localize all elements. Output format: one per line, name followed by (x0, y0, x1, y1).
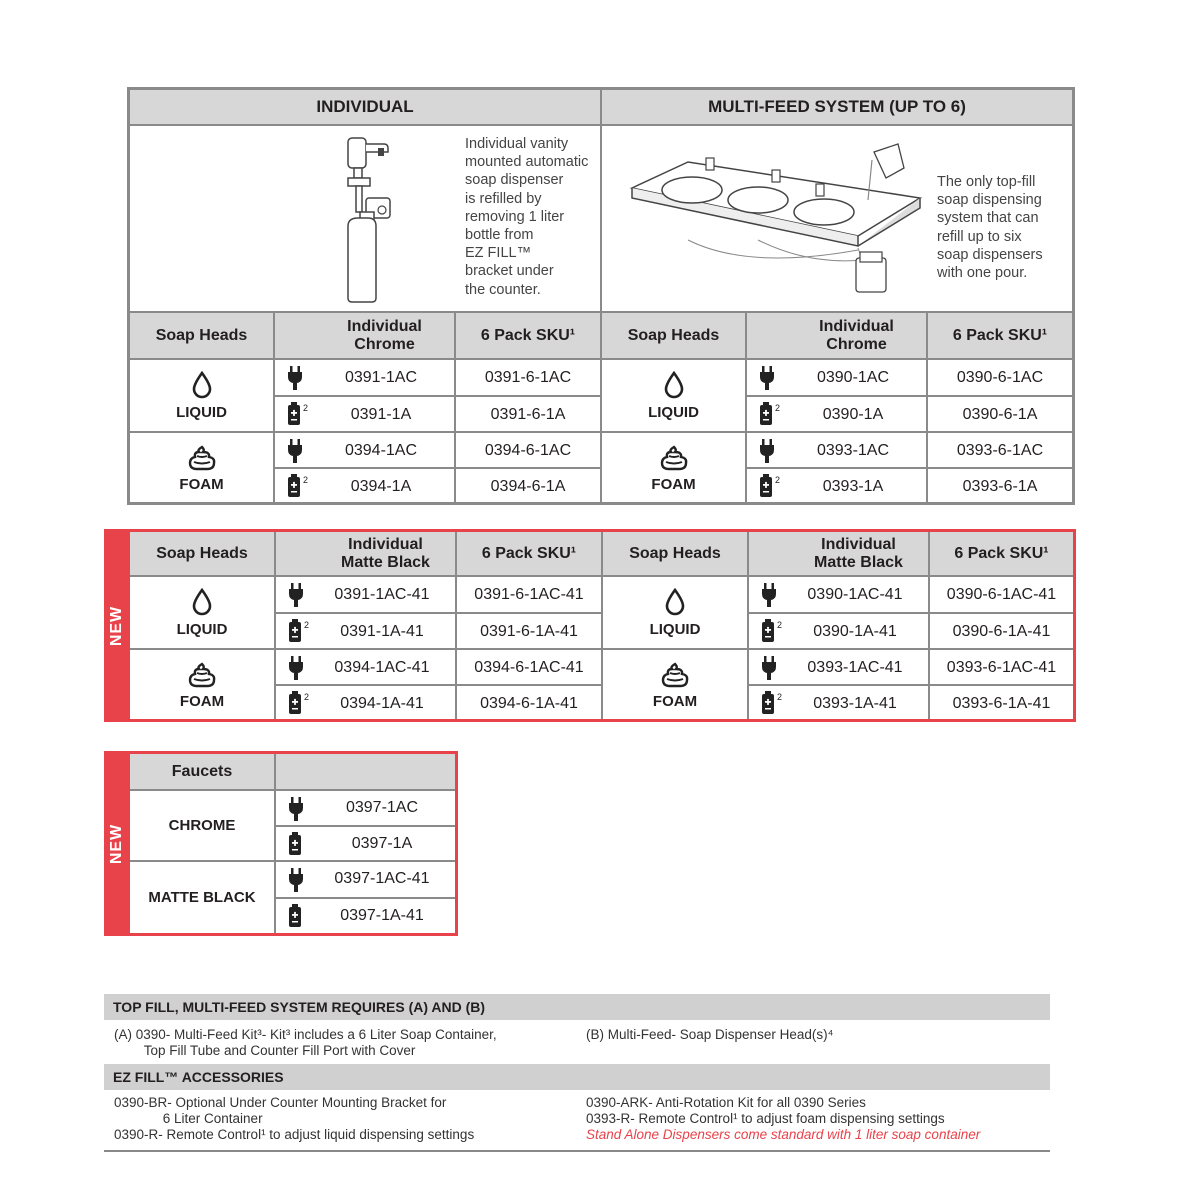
plug-icon (761, 582, 777, 613)
six-pack-sku: 0394-6-1A-41 (480, 694, 578, 712)
faucet-chrome-label: CHROME (168, 817, 236, 834)
liquid-drop-icon (664, 588, 686, 621)
matte-col-soap-heads-right: Soap Heads (603, 532, 747, 575)
individual-sku: 0390-1AC-41 (807, 585, 903, 603)
foam-icon (660, 662, 690, 693)
description-line: system that can (937, 210, 1039, 227)
description-line: EZ FILL™ (465, 245, 532, 262)
battery-icon (759, 402, 773, 431)
plug-icon (287, 438, 303, 469)
six-pack-sku: 0394-6-1A (490, 477, 566, 495)
col-soap-heads-left: Soap Heads (130, 313, 273, 358)
description-line: soap dispenser (465, 172, 564, 189)
battery-footnote: 2 (304, 620, 310, 630)
description-line: mounted automatic (465, 154, 589, 171)
foam-soap-head (603, 650, 747, 721)
six-pack-sku: 0393-6-1A (962, 477, 1038, 495)
description-line: is refilled by (465, 190, 542, 207)
battery-footnote: 2 (777, 692, 783, 702)
battery-footnote: 2 (777, 620, 783, 630)
plug-icon (288, 582, 304, 613)
col-six-pack-right: 6 Pack SKU¹ (928, 313, 1072, 358)
battery-icon (287, 474, 301, 503)
individual-sku: 0391-1AC-41 (334, 585, 430, 603)
foam-icon (187, 445, 217, 476)
individual-description (465, 135, 588, 299)
description-line: removing 1 liter (465, 208, 565, 225)
individual-title: INDIVIDUAL (130, 90, 600, 124)
col-individual-chrome-left: Individual Chrome (275, 313, 454, 358)
six-pack-sku: 0393-6-1AC-41 (946, 658, 1057, 676)
individual-sku: 0390-1AC (816, 368, 890, 386)
six-pack-sku: 0390-6-1AC-41 (946, 585, 1057, 603)
faucet-sku: 0397-1AC (345, 799, 419, 816)
foam-icon (187, 662, 217, 693)
liquid-soap-head (602, 360, 745, 431)
description-line: refill up to six (937, 228, 1022, 245)
new-badge-matte: NEW (104, 529, 130, 722)
matte-col-soap-heads-left: Soap Heads (130, 532, 274, 575)
topfill-b-text: (B) Multi-Feed- Soap Dispenser Head(s)⁴ (586, 1027, 834, 1042)
individual-sku: 0391-1A-41 (340, 622, 424, 640)
liquid-soap-head (130, 577, 274, 648)
liquid-label: LIQUID (648, 403, 699, 421)
foam-soap-head (130, 433, 273, 504)
battery-icon (288, 904, 302, 933)
col-six-pack-left: 6 Pack SKU¹ (456, 313, 600, 358)
individual-sku: 0393-1A (822, 477, 884, 495)
liquid-label: LIQUID (176, 403, 227, 421)
liquid-label: LIQUID (649, 620, 701, 638)
battery-icon (288, 619, 302, 648)
individual-dispenser-illustration (330, 130, 410, 306)
description-line: The only top-fill (937, 174, 1036, 190)
battery-icon (759, 474, 773, 503)
battery-icon (761, 619, 775, 648)
ezfill-header: EZ FILL™ ACCESSORIES (104, 1064, 1050, 1090)
plug-icon (288, 796, 304, 827)
six-pack-sku: 0394-6-1AC-41 (474, 658, 584, 676)
plug-icon (761, 655, 777, 686)
battery-footnote: 2 (303, 403, 309, 413)
six-pack-sku: 0390-6-1A (962, 405, 1038, 423)
individual-sku: 0391-1AC (344, 368, 418, 386)
description-line: Individual vanity (465, 136, 569, 152)
description-line: with one pour. (937, 265, 1028, 282)
footer-rule (104, 1150, 1050, 1152)
individual-sku: 0391-1A (350, 405, 412, 423)
liquid-drop-icon (191, 371, 213, 404)
six-pack-sku: 0390-6-1AC (956, 368, 1044, 386)
individual-sku: 0390-1A-41 (813, 622, 897, 640)
six-pack-sku: 0391-6-1A-41 (480, 622, 578, 640)
individual-sku: 0394-1A-41 (340, 694, 424, 712)
foam-label: FOAM (651, 475, 696, 493)
liquid-drop-icon (663, 371, 685, 404)
individual-sku: 0393-1AC (816, 441, 890, 459)
individual-sku: 0394-1AC-41 (334, 658, 430, 676)
individual-sku: 0394-1AC (344, 441, 418, 459)
ezfill-left-text: 0390-BR- Optional Under Counter Mounting Bracket for 6 Liter Container 0390-R- Remote Control¹ to adjust liquid dispensing settings (114, 1095, 475, 1142)
matte-col-six-pack-right: 6 Pack SKU¹ (930, 532, 1073, 575)
plug-icon (287, 365, 303, 396)
battery-footnote: 2 (304, 692, 310, 702)
matte-col-individual-left: Individual Matte Black (276, 532, 455, 575)
matte-col-individual-right: Individual Matte Black (749, 532, 928, 575)
battery-icon (288, 832, 302, 861)
multifeed-description (937, 173, 1043, 282)
plug-icon (759, 365, 775, 396)
battery-icon (288, 691, 302, 720)
topfill-header: TOP FILL, MULTI-FEED SYSTEM REQUIRES (A) AND (B) (104, 994, 1050, 1020)
battery-footnote: 2 (775, 475, 781, 485)
plug-icon (288, 867, 304, 898)
foam-label: FOAM (179, 475, 224, 493)
liquid-soap-head (603, 577, 747, 648)
individual-sku: 0390-1A (822, 405, 884, 423)
description-line: bottle from (465, 227, 534, 244)
faucet-sku: 0397-1A (351, 835, 413, 852)
foam-label: FOAM (652, 692, 698, 710)
foam-icon (659, 445, 689, 476)
six-pack-sku: 0391-6-1AC-41 (474, 585, 584, 603)
multifeed-title: MULTI-FEED SYSTEM (UP TO 6) (602, 90, 1072, 124)
col-soap-heads-right: Soap Heads (602, 313, 745, 358)
individual-sku: 0393-1AC-41 (807, 658, 903, 676)
battery-footnote: 2 (775, 403, 781, 413)
faucets-header-blank (276, 754, 455, 789)
liquid-soap-head (130, 360, 273, 431)
faucet-matte-label: MATTE BLACK (148, 889, 256, 906)
foam-soap-head (130, 650, 274, 721)
plug-icon (288, 655, 304, 686)
battery-footnote: 2 (303, 475, 309, 485)
liquid-label: LIQUID (176, 620, 228, 638)
ezfill-right-1: 0390-ARK- Anti-Rotation Kit for all 0390 Series (586, 1095, 866, 1110)
individual-sku: 0394-1A (350, 477, 412, 495)
faucet-sku: 0397-1A-41 (340, 907, 424, 924)
standalone-note: Stand Alone Dispensers come standard with 1 liter soap container (586, 1127, 981, 1142)
ezfill-right-2: 0393-R- Remote Control¹ to adjust foam dispensing settings (586, 1111, 945, 1126)
six-pack-sku: 0394-6-1AC (484, 441, 572, 459)
individual-sku: 0393-1A-41 (813, 694, 897, 712)
foam-soap-head (602, 433, 745, 504)
faucet-sku: 0397-1AC-41 (334, 870, 430, 887)
description-line: the counter. (465, 281, 541, 298)
six-pack-sku: 0391-6-1AC (484, 368, 572, 386)
six-pack-sku: 0393-6-1AC (956, 441, 1044, 459)
six-pack-sku: 0390-6-1A-41 (952, 622, 1051, 640)
battery-icon (287, 402, 301, 431)
plug-icon (759, 438, 775, 469)
six-pack-sku: 0393-6-1A-41 (952, 694, 1051, 712)
new-badge-faucets: NEW (104, 751, 130, 936)
foam-label: FOAM (179, 692, 225, 710)
description-line: soap dispensing (937, 192, 1042, 209)
topfill-a-text: (A) 0390- Multi-Feed Kit³- Kit³ includes a 6 Liter Soap Container, Top Fill Tube and Counter Fill Port with Cover (114, 1027, 497, 1058)
liquid-drop-icon (191, 588, 213, 621)
matte-col-six-pack-left: 6 Pack SKU¹ (457, 532, 601, 575)
battery-icon (761, 691, 775, 720)
description-line: bracket under (465, 263, 554, 280)
col-individual-chrome-right: Individual Chrome (747, 313, 926, 358)
description-line: soap dispensers (937, 246, 1043, 263)
six-pack-sku: 0391-6-1A (490, 405, 566, 423)
faucets-header: Faucets (130, 754, 274, 789)
multifeed-system-illustration (628, 140, 928, 300)
